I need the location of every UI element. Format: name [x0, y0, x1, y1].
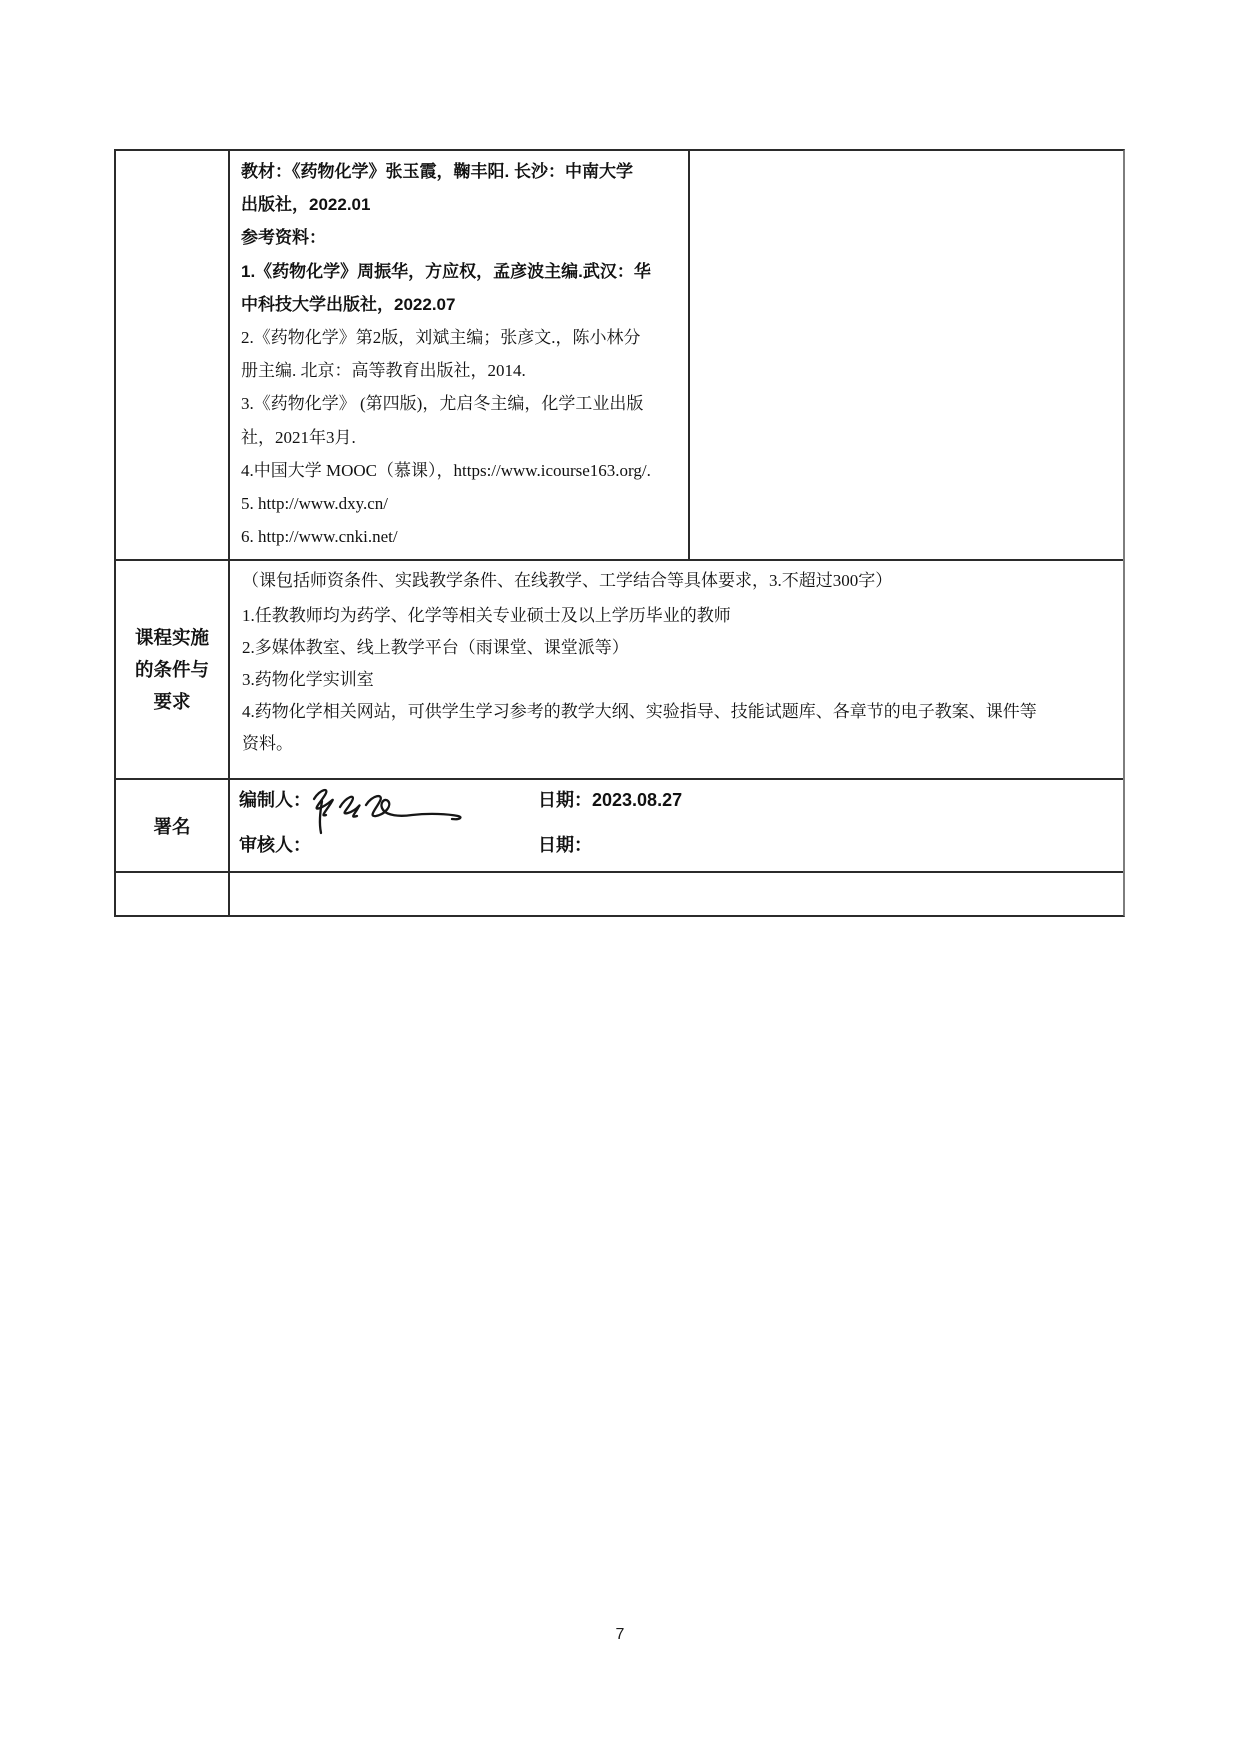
signature-label: 署名: [153, 815, 191, 837]
implementation-note: （课包括师资条件、实践教学条件、在线教学、工学结合等具体要求，3.不超过300字）: [242, 571, 893, 590]
textbook-line: 出版社，2022.01: [241, 195, 371, 215]
requirement-line: 1.任教教师均为药学、化学等相关专业硕士及以上学历毕业的教师: [242, 606, 731, 625]
preparer-date-label: 日期：: [538, 790, 592, 810]
reference-line: 社，2021年3月.: [241, 427, 356, 447]
implementation-label-line: 的条件与: [134, 658, 209, 680]
signature-label-cell: [116, 780, 228, 871]
reference-line: 3.《药物化学》 (第四版)，尤启冬主编，化学工业出版: [241, 394, 644, 414]
requirement-line: 2.多媒体教室、线上教学平台（雨课堂、课堂派等）: [242, 638, 629, 657]
implementation-content-cell: [230, 561, 1123, 778]
textbook-line: 教材：《药物化学》张玉霞，鞠丰阳. 长沙：中南大学: [241, 162, 633, 181]
textbook-references-cell: [230, 151, 688, 559]
reference-heading: 参考资料：: [241, 228, 326, 248]
implementation-label-line: 要求: [153, 690, 191, 712]
reference-line: 2.《药物化学》第2版，刘斌主编；张彦文.，陈小林分: [241, 328, 641, 348]
preparer-date: [538, 789, 682, 811]
reviewer-label: 审核人：: [239, 835, 311, 855]
requirement-line: 3.药物化学实训室: [242, 670, 374, 689]
implementation-label-line: 课程实施: [134, 626, 209, 648]
page-number: 7: [615, 1626, 625, 1643]
preparer-date-value: 2023.08.27: [592, 790, 683, 810]
reference-line: 4.中国大学 MOOC（慕课），https://www.icourse163.org/.: [241, 460, 651, 480]
reference-line: 中科技大学出版社，2022.07: [241, 294, 456, 314]
reference-line: 册主编. 北京：高等教育出版社，2014.: [241, 361, 526, 381]
requirement-line: 资料。: [242, 734, 293, 753]
preparer-label: 编制人：: [239, 790, 311, 810]
reference-url-line: 5. http://www.dxy.cn/: [241, 494, 389, 514]
signature-content-cell: [230, 780, 1123, 871]
course-syllabus-table: [114, 149, 1125, 917]
requirement-line: 4.药物化学相关网站，可供学生学习参考的教学大纲、实验指导、技能试题库、各章节的电子教案、课件等: [242, 702, 1037, 721]
implementation-label-cell: [116, 561, 228, 778]
reference-line: 1.《药物化学》周振华，方应权，孟彦波主编.武汉：华: [241, 261, 651, 281]
preparer-signature-image: [300, 781, 470, 836]
table-divider-row1-middle: [688, 151, 690, 559]
empty-bottom-row: [116, 873, 1123, 915]
reviewer-date-label: 日期：: [538, 835, 592, 855]
reference-url-line: 6. http://www.cnki.net/: [241, 527, 398, 547]
